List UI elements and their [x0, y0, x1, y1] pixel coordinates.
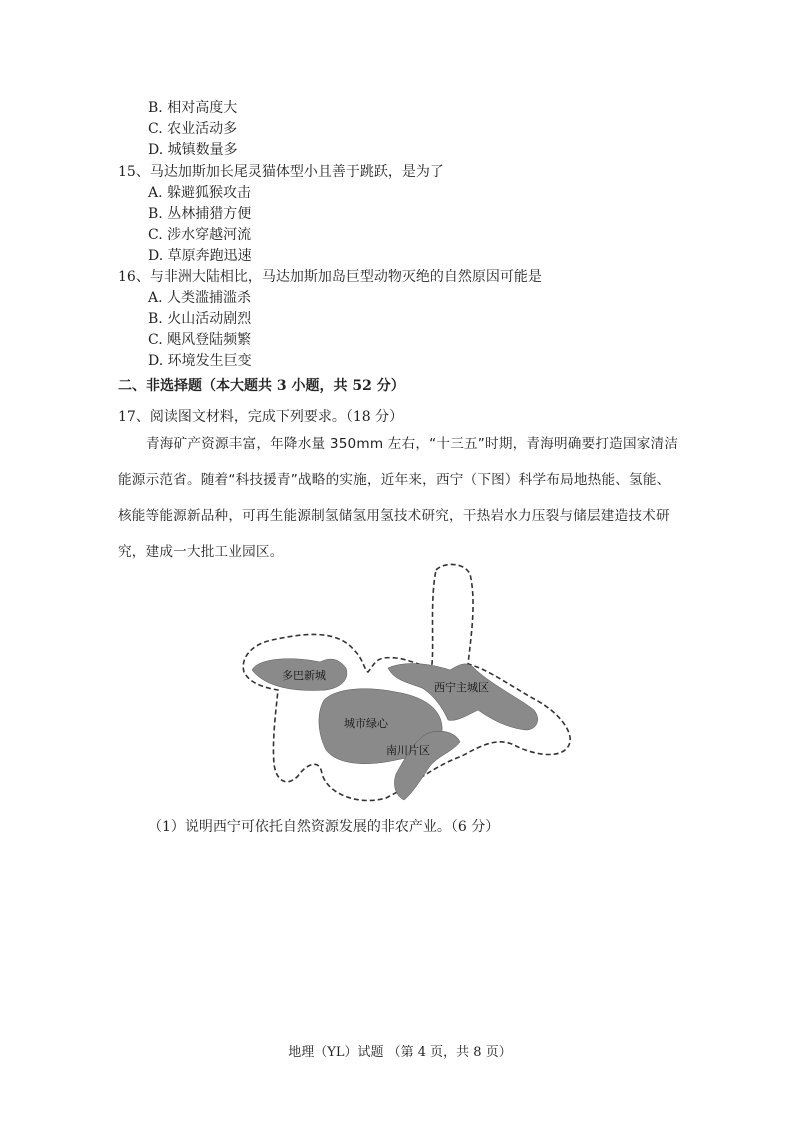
q15-option-d: D. 草原奔跑迅速: [148, 248, 252, 264]
q16-stem: 16、与非洲大陆相比，马达加斯加岛巨型动物灭绝的自然原因可能是: [118, 269, 542, 285]
q17-material: [118, 426, 693, 570]
q15-option-c: C. 涉水穿越河流: [148, 227, 252, 243]
q17-sub1: （1）说明西宁可依托自然资源发展的非农产业。（6 分）: [148, 819, 500, 835]
q15-stem: 15、马达加斯加长尾灵猫体型小且善于跳跃，是为了: [118, 164, 444, 180]
q14-option-c: C. 农业活动多: [148, 121, 238, 137]
green-heart-label: 城市绿心: [344, 717, 388, 730]
nanchuan-label: 南川片区: [386, 744, 430, 757]
material-line-4: 究，建成一大批工业园区。: [118, 544, 284, 560]
q16-option-a: A. 人类滥捕滥杀: [148, 290, 252, 306]
material-line-2: 能源示范省。随着“科技援青”战略的实施，近年来，西宁（下图）科学布局地热能、氢能、: [118, 472, 671, 488]
q16-option-c: C. 飓风登陆频繁: [148, 332, 252, 348]
q17-stem: 17、阅读图文材料，完成下列要求。（18 分）: [118, 409, 404, 425]
q15-option-b: B. 丛林捕猎方便: [148, 206, 252, 222]
duoba-label: 多巴新城: [282, 669, 326, 682]
q16-option-b: B. 火山活动剧烈: [148, 311, 252, 327]
q14-option-b: B. 相对高度大: [148, 100, 238, 116]
xining-map: [236, 560, 576, 808]
material-line-3: 核能等能源新品种，可再生能源制氢储氢用氢技术研究，干热岩水力压裂与储层建造技术研: [118, 508, 670, 524]
section-heading: 二、非选择题（本大题共 3 小题，共 52 分）: [118, 378, 405, 394]
q15-option-a: A. 躲避狐猴攻击: [148, 185, 252, 201]
q14-option-d: D. 城镇数量多: [148, 142, 238, 158]
xining-main-label: 西宁主城区: [434, 681, 489, 694]
material-line-1: 青海矿产资源丰富，年降水量 350mm 左右，“十三五”时期，青海明确要打造国家清洁: [146, 436, 679, 452]
q16-option-d: D. 环境发生巨变: [148, 353, 252, 369]
page-footer: 地理（YL）试题 （第 4 页，共 8 页）: [288, 1045, 512, 1060]
